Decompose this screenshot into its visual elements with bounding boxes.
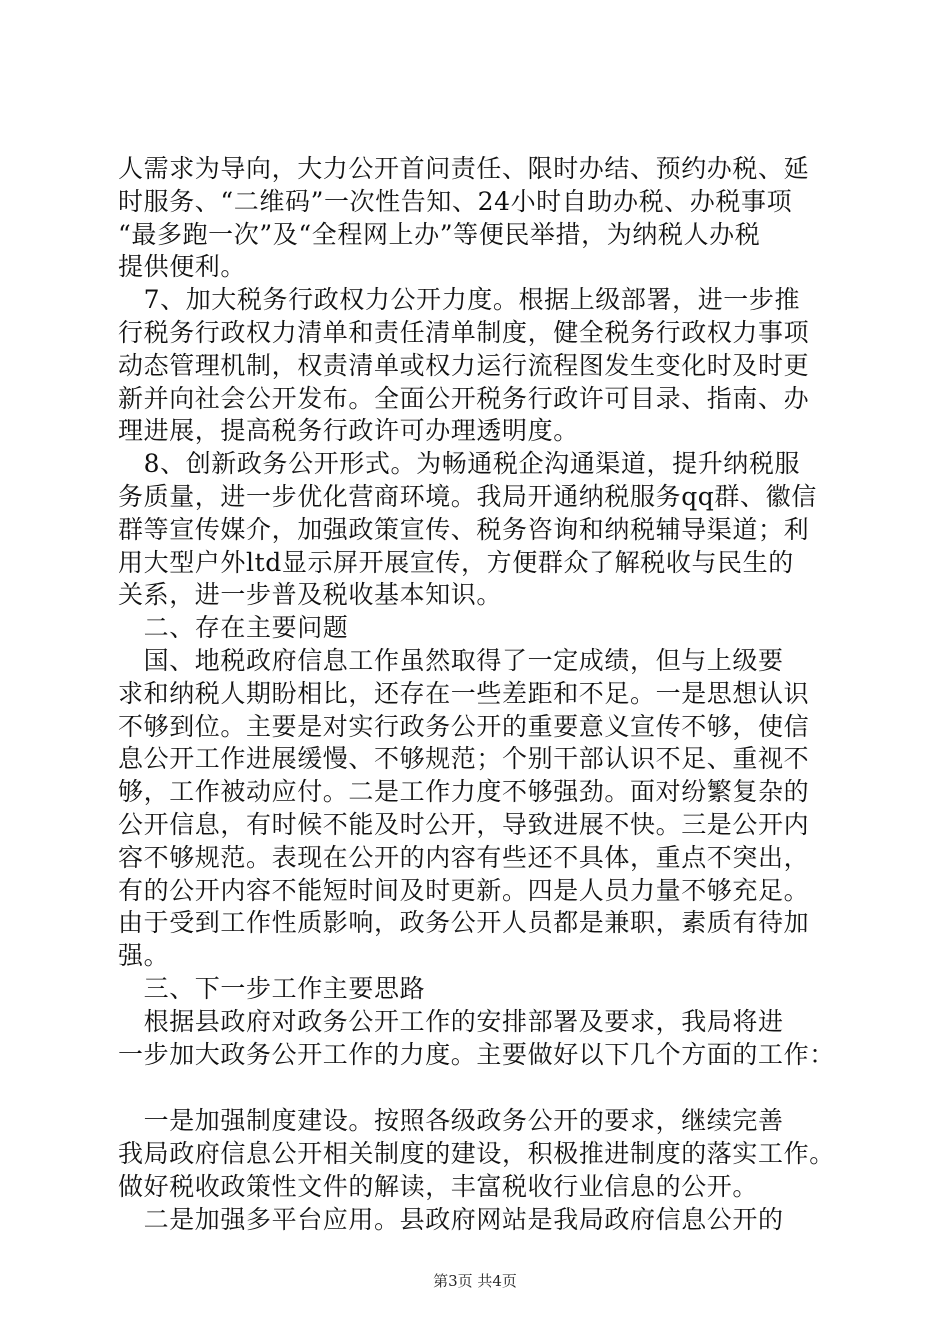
blank-line xyxy=(118,1071,838,1105)
text-line: 人需求为导向，大力公开首问责任、限时办结、预约办税、延 xyxy=(118,154,810,183)
text-line: 国、地税政府信息工作虽然取得了一定成绩，但与上级要 xyxy=(118,645,784,675)
text-line: 由于受到工作性质影响，政务公开人员都是兼职，素质有待加 xyxy=(118,908,810,938)
text-line: 容不够规范。表现在公开的内容有些还不具体，重点不突出， xyxy=(118,842,810,872)
text-line: 二是加强多平台应用。县政府网站是我局政府信息公开的 xyxy=(118,1204,784,1234)
document-body xyxy=(118,153,838,1237)
text-line: 新并向社会公开发布。全面公开税务行政许可目录、指南、办 xyxy=(118,383,810,413)
text-line: 有的公开内容不能短时间及时更新。四是人员力量不够充足。 xyxy=(118,875,810,905)
text-line: 时服务、“二维码”一次性告知、24小时自助办税、办税事项 xyxy=(118,186,793,216)
text-line: 不够到位。主要是对实行政务公开的重要意义宣传不够，使信 xyxy=(118,711,810,741)
text-line: 7、加大税务行政权力公开力度。根据上级部署，进一步推 xyxy=(118,285,801,315)
text-line: 提供便利。 xyxy=(118,252,247,282)
text-line: 我局政府信息公开相关制度的建设，积极推进制度的落实工作。 xyxy=(118,1139,835,1169)
text-line: 息公开工作进展缓慢、不够规范；个别干部认识不足、重视不 xyxy=(118,744,810,774)
text-line: 行税务行政权力清单和责任清单制度，健全税务行政权力事项 xyxy=(118,317,810,347)
text-line: 动态管理机制，权责清单或权力运行流程图发生变化时及时更 xyxy=(118,350,810,380)
text-line: 够，工作被动应付。二是工作力度不够强劲。面对纷繁复杂的 xyxy=(118,777,810,807)
text-line: 用大型户外ltd显示屏开展宣传，方便群众了解税收与民生的 xyxy=(118,547,794,577)
section-heading: 三、下一步工作主要思路 xyxy=(118,973,426,1003)
text-line: 强。 xyxy=(118,941,170,971)
text-line: 根据县政府对政务公开工作的安排部署及要求，我局将进 xyxy=(118,1006,784,1036)
text-line: 务质量，进一步优化营商环境。我局开通纳税服务qq群、徽信 xyxy=(118,481,817,511)
page-footer: 第3页 共4页 xyxy=(433,1272,517,1290)
text-line: “最多跑一次”及“全程网上办”等便民举措，为纳税人办税 xyxy=(118,219,761,249)
text-line: 做好税收政策性文件的解读，丰富税收行业信息的公开。 xyxy=(118,1171,759,1201)
text-line: 求和纳税人期盼相比，还存在一些差距和不足。一是思想认识 xyxy=(118,678,810,708)
text-line: 公开信息，有时候不能及时公开，导致进展不快。三是公开内 xyxy=(118,809,810,839)
text-line: 群等宣传媒介，加强政策宣传、税务咨询和纳税辅导渠道；利 xyxy=(118,514,810,544)
text-line: 关系，进一步普及税收基本知识。 xyxy=(118,580,503,610)
text-line: 一步加大政务公开工作的力度。主要做好以下几个方面的工作： xyxy=(118,1039,835,1069)
text-line: 理进展，提高税务行政许可办理透明度。 xyxy=(118,416,579,446)
section-heading: 二、存在主要问题 xyxy=(118,613,349,643)
text-line: 一是加强制度建设。按照各级政务公开的要求，继续完善 xyxy=(118,1106,784,1136)
text-line: 8、创新政务公开形式。为畅通税企沟通渠道，提升纳税服 xyxy=(118,449,801,479)
